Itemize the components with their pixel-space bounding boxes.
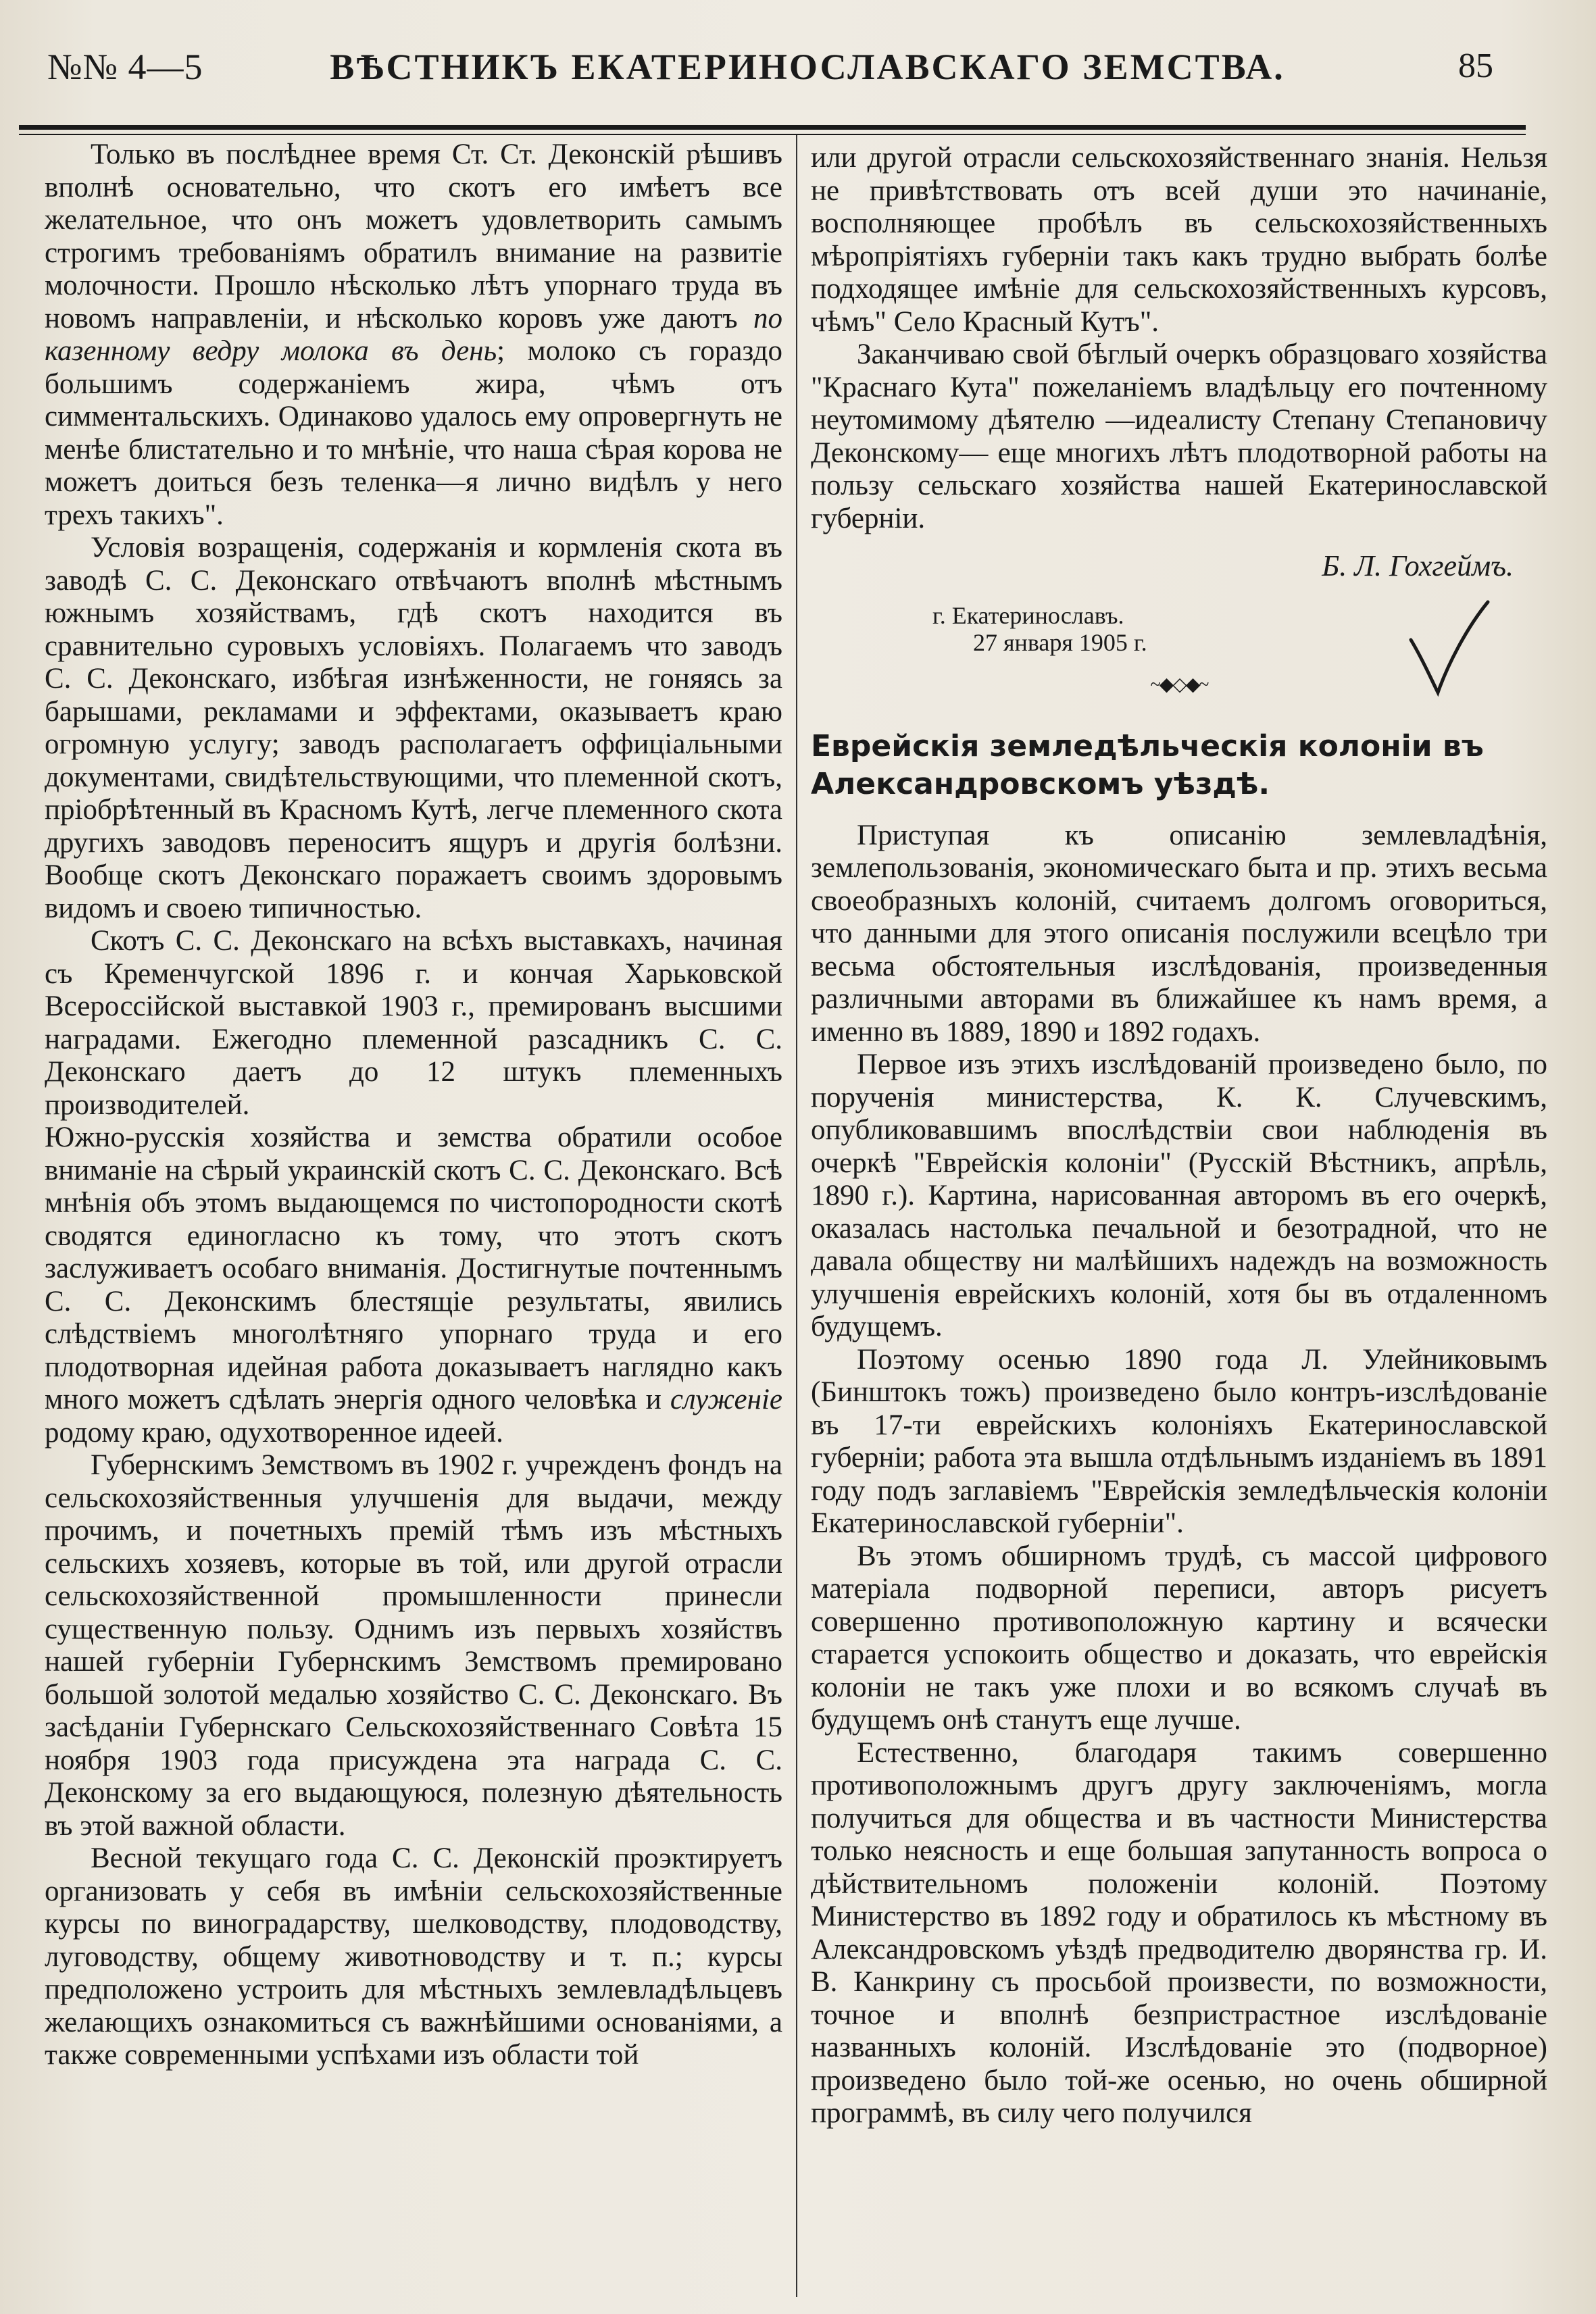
dateline — [932, 602, 1270, 656]
text-run: родому краю, одухотворенное идеей. — [45, 1416, 503, 1449]
emphasis-text: по казенному ведру молока въ день — [45, 302, 783, 367]
paragraph: Поэтому осенью 1890 года Л. Улейниковымъ (Бинштокъ тожъ) произведено было контръ-изслѣдованіе въ 17-ти еврейскихъ колоніяхъ Екатеринославской губерніи; работа эта вышла отдѣльнымъ изданіемъ въ 1891 году подъ заглавіемъ "Еврейскія земледѣльческія колоніи Екатеринославской губерніи". — [811, 1343, 1547, 1539]
text-run: ; молоко съ гораздо большимъ содержаніемъ жира, чѣмъ отъ симментальскихъ. Одинаково удалось ему опровергнуть не менѣе блистательно и то мнѣніе, что наша сѣрая корова не можетъ доиться безъ теленка—я лично видѣлъ у него трехъ такихъ". — [45, 335, 782, 531]
issue-number: №№ 4—5 — [47, 47, 203, 87]
paragraph — [45, 139, 782, 532]
emphasis-text: служеніе — [670, 1384, 782, 1415]
paragraph: Приступая къ описанію землевладѣнія, землепользованія, экономическаго быта и пр. этихъ весьма своеобразныхъ колоній, считаемъ долгомъ оговориться, что данными для этого описанія послужили всецѣло три весьма обстоятельныя изслѣдованія, произведенныя различными авторами въ ближайшее къ намъ время, а именно въ 1889, 1890 и 1892 годахъ. — [811, 819, 1547, 1048]
author-signature: Б. Л. Гохгеймъ. — [1322, 549, 1514, 582]
paragraph — [45, 1122, 782, 1449]
left-column — [45, 139, 782, 2072]
paragraph: Заканчиваю свой бѣглый очеркъ образцоваго хозяйства "Краснаго Кута" пожеланіемъ владѣльцу его почтенному неутомимому дѣятелю —идеалисту Степану Степановичу Деконскому— еще многихъ лѣтъ плодотворной работы на пользу сельскаго хозяйства нашей Екатеринославской губерніи. — [811, 338, 1547, 534]
section-title: Еврейскія земледѣльческія колоніи въ Александровскомъ уѣздѣ. — [811, 728, 1484, 801]
paragraph: Естественно, благодаря такимъ совершенно противоположнымъ другъ другу заключеніямъ, могла получиться для общества и въ частности Министерства только неясность и еще большая запутанность вопроса о дѣйствительномъ положеніи колоній. Поэтому Министерство въ 1892 году и обратилось къ мѣстному въ Александровскомъ уѣздѣ предводителю дворянства гр. И. В. Канкрину съ просьбой произвести, по возможности, точное и вполнѣ безпристрастное изслѣдованіе названныхъ колоній. Изслѣдованіе это (подворное) произведено было той-же осенью, но очень обширной программѣ, въ силу чего получился — [811, 1736, 1547, 2129]
column-divider — [796, 135, 797, 2297]
right-column — [811, 142, 1547, 2130]
header-rule — [19, 125, 1526, 130]
text-run: Южно-русскія хозяйства и земства обратили особое вниманіе на сѣрый украинскій скотъ С. С. Деконскаго. Всѣ мнѣнія объ этомъ выдающемся по чистопородности скотѣ сводятся единогласно къ тому, что этотъ скотъ заслуживаетъ особаго вниманія. Достигнутые почтеннымъ С. С. Деконскимъ блестящіе результаты, явились слѣдствіемъ многолѣтняго упорнаго труда и его плодотворная идейная работа доказываетъ наглядно какъ много можетъ сдѣлать энергія одного человѣка и — [45, 1122, 782, 1415]
page-header — [47, 41, 1527, 95]
paragraph: Условія возращенія, содержанія и кормленія скота въ заводѣ С. С. Деконскаго отвѣчаютъ вполнѣ мѣстнымъ южнымъ хозяйствамъ, гдѣ скотъ находится въ сравнительно суровыхъ условіяхъ. Полагаемъ что заводъ С. С. Деконскаго, избѣгая изнѣженности, не гоняясь за барышами, рекламами и эффектами, оказываетъ краю огромную услугу; заводъ располагаетъ оффиціальными документами, свидѣтельствующими, что племенной скотъ, пріобрѣтенный въ Красномъ Кутѣ, легче племенного скота другихъ заводовъ переноситъ ящуръ и другія болѣзни. Вообще скотъ Деконскаго поражаетъ своимъ здоровымъ видомъ и своею типичностью. — [45, 532, 782, 924]
paragraph: или другой отрасли сельскохозяйственнаго знанія. Нельзя не привѣтствовать отъ всей души это начинаніе, восполняющее пробѣлъ въ сельскохозяйственныхъ мѣропріятіяхъ губерніи такъ какъ трудно выбрать болѣе подходящее имѣніе для сельскохозяйственныхъ курсовъ, чѣмъ" Село Красный Кутъ". — [811, 142, 1547, 338]
page-number: 85 — [1458, 47, 1493, 85]
paragraph: Весной текущаго года С. С. Деконскій проэктируетъ организовать у себя въ имѣніи сельскохозяйственные курсы по виноградарству, шелководству, плодоводству, луговодству, общему животноводству и т. п.; курсы предположено устроить для мѣстныхъ землевладѣльцевъ желающихъ ознакомиться съ важнѣйшими основаніями, а также современными успѣхами изъ области той — [45, 1842, 782, 2071]
dateline-date: 27 января 1905 г. — [973, 628, 1147, 656]
paragraph: Скотъ С. С. Деконскаго на всѣхъ выставкахъ, начиная съ Кременчугской 1896 г. и кончая Харьковской Всероссійской выставкой 1903 г., премированъ высшими наградами. Ежегодно племенной разсадникъ С. С. Деконскаго даетъ до 12 штукъ племенныхъ производителей. — [45, 925, 782, 1121]
section-ornament: ~◆◇◆~ — [1150, 674, 1208, 695]
checkmark-icon — [1405, 598, 1493, 699]
paragraph: Первое изъ этихъ изслѣдованій произведено было, по порученія министерства, К. К. Случевскимъ, опубликовавшимъ впослѣдствіи свои наблюденія въ очеркѣ "Еврейскія колоніи" (Русскій Вѣстникъ, апрѣль, 1890 г.). Картина, нарисованная авторомъ въ его очеркѣ, оказалась настолька печальной и безотрадной, что не давала обществу ни малѣйшихъ надеждъ на возможность улучшенія еврейскихъ колоній, хотя бы въ отдаленномъ будущемъ. — [811, 1049, 1547, 1342]
journal-title: ВѢСТНИКЪ ЕКАТЕРИНОСЛАВСКАГО ЗЕМСТВА. — [330, 47, 1285, 87]
text-run: Только въ послѣднее время Ст. Ст. Деконскій рѣшивъ вполнѣ основательно, что скотъ его имѣетъ все желательное, что онъ можетъ удовлетворить самымъ строгимъ требованіямъ обратилъ внимание на развитіе молочности. Прошло нѣсколько лѣтъ упорнаго труда въ новомъ направленіи, и нѣсколько коровъ уже даютъ — [45, 139, 782, 334]
paragraph: Губернскимъ Земствомъ въ 1902 г. учрежденъ фондъ на сельскохозяйственныя улучшенія для выдачи, между прочимъ, и почетныхъ премій тѣмъ изъ мѣстныхъ сельскихъ хозяевъ, которые въ той, или другой отрасли сельскохозяйственной промышленности принесли существенную пользу. Однимъ изъ первыхъ хозяйствъ нашей губерніи Губернскимъ Земствомъ премировано большой золотой медалью хозяйство С. С. Деконскаго. Въ засѣданіи Губернскаго Сельскохозяйственнаго Совѣта 15 ноября 1903 года присуждена эта награда С. С. Деконскому за его выдающуюся, полезную дѣятельность въ этой важной области. — [45, 1449, 782, 1842]
paragraph: Въ этомъ обширномъ трудѣ, съ массой цифрового матеріала подворной переписи, авторъ рисуетъ совершенно противоположную картину и всячески старается успокоить общество и доказать, что еврейскія колоніи не такъ уже плохи и во всякомъ случаѣ въ будущемъ онѣ станутъ еще лучше. — [811, 1540, 1547, 1736]
dateline-place: г. Екатеринославъ. — [932, 601, 1124, 629]
